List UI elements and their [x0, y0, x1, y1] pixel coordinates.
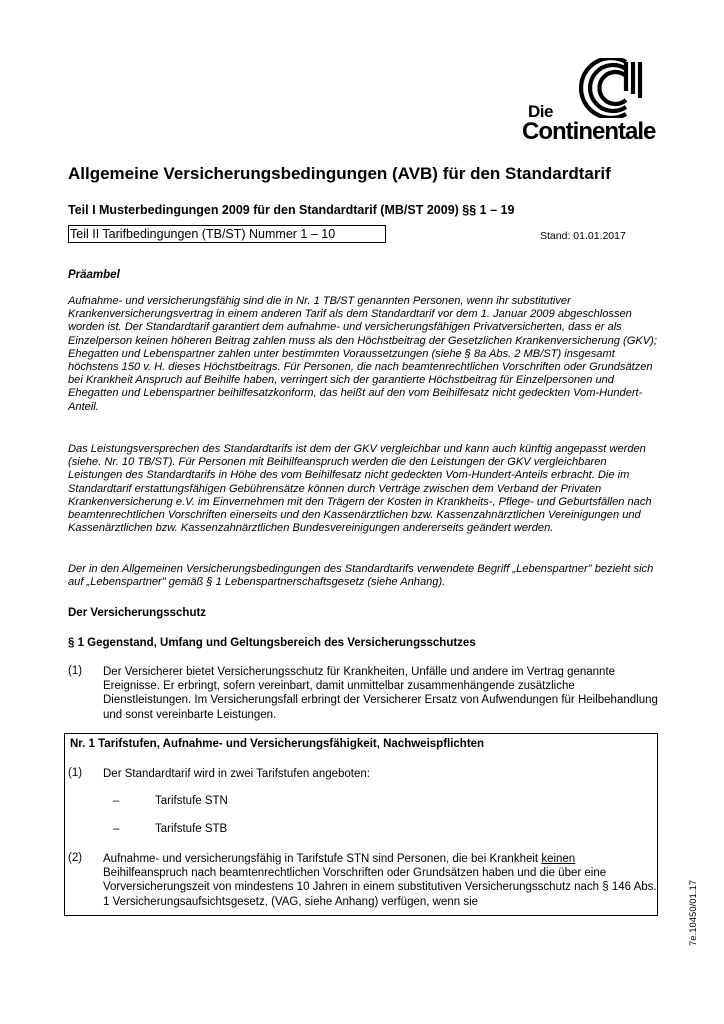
logo-name-text: Continentale: [522, 118, 656, 145]
nr1-heading: Nr. 1 Tarifstufen, Aufnahme- und Versicherungsfähigkeit, Nachweispflichten: [70, 738, 485, 750]
section-1-heading: § 1 Gegenstand, Umfang und Geltungsbereich des Versicherungsschutzes: [68, 637, 476, 649]
document-title: Allgemeine Versicherungsbedingungen (AVB) für den Standardtarif: [68, 164, 611, 183]
nr1-item-1-number: (1): [68, 767, 83, 779]
versicherungsschutz-heading: Der Versicherungsschutz: [68, 607, 207, 619]
dash-1: –: [113, 795, 120, 807]
continentale-logo-icon: [562, 58, 652, 118]
praeambel-paragraph-1: Aufnahme- und versicherungsfähig sind die in Nr. 1 TB/ST genannten Personen, wenn ihr substitutiver Krankenversicherungsvertrag in einem anderen Tarif als dem Standardtarif vor dem 1. Januar 2009 abgeschlossen worden ist. Der Standardtarif garantiert dem aufnahme- und versicherungsfähigen Privatversicherten, dass er als Einzelperson keinen höheren Beitrag zahlen muss als den Höchstbeitrag der Gesetzlichen Krankenversicherung (GKV); Ehegatten und Lebenspartner zahlen unter bestimmten Voraussetzungen (siehe § 8a Abs. 2 MB/ST) insgesamt höchstens 150 v. H. dieses Höchstbeitrags. Für Personen, die nach beamtenrechtlichen Vorschriften oder Grundsätzen bei Krankheit Anspruch auf Beihilfe haben, verringert sich der garantierte Höchstbeitrag für Einzelpersonen und Ehegatten und Lebenspartner beihilfesatzkonform, das heißt auf den vom Beihilfesatz nicht gedeckten Vom-Hundert-Anteil.: [68, 295, 657, 413]
praeambel-paragraph-3: Der in den Allgemeinen Versicherungsbedingungen des Standardtarifs verwendete Begriff „Lebenspartner" bezieht sich auf „Lebenspartner" gemäß § 1 Lebenspartnerschaftsgesetz (siehe Anhang).: [68, 563, 654, 589]
form-number: 7e.10450/01.17: [688, 879, 699, 946]
section-1-item-1-number: (1): [68, 665, 83, 677]
section-1-item-1-text: Der Versicherer bietet Versicherungsschutz für Krankheiten, Unfälle und andere im Vertrag genannte Ereignisse. Er erbringt, sofern vereinbart, damit unmittelbar zusammenhängende zusätzliche Dienstleistungen. Im Versicherungsfall erbringt der Versicherer Ersatz von Aufwendungen für Heilbehandlung und sonst vereinbarte Leistungen.: [103, 666, 658, 721]
praeambel-heading: Präambel: [68, 269, 120, 281]
stand-date: Stand: 01.01.2017: [540, 230, 626, 242]
nr1-item-2-number: (2): [68, 852, 83, 864]
underlined-keinen: keinen: [541, 853, 576, 865]
praeambel-paragraph-2: Das Leistungsversprechen des Standardtarifs ist dem der GKV vergleichbar und kann auch künftig angepasst werden (siehe. Nr. 10 TB/ST). Für Personen mit Beihilfeanspruch werden die den Leistungen der GKV vergleichbaren Leistungen des Standardtarifs in Höhe des vom Beihilfesatz nicht gedeckten Vom-Hundert-Anteils erbracht. Die im Standardtarif erstattungsfähigen Gebührensätze können durch Verträge zwischen dem Verband der Privaten Krankenversicherung e.V. im Einvernehmen mit den Trägern der Kosten in Krankheits-, Pflege- und Geburtsfällen nach beamtenrechtlichen Vorschriften einerseits und den Kassenärztlichen bzw. Kassenzahnärztlichen Vereinigungen und Kassenärztlichen bzw. Kassenzahnärztlichen Bundesvereinigungen andererseits geändert werden.: [68, 443, 652, 535]
subtitle-part1: Teil I Musterbedingungen 2009 für den Standardtarif (MB/ST 2009) §§ 1 – 19: [68, 203, 515, 217]
dash-2: –: [113, 823, 120, 835]
nr1-item-1-text: Der Standardtarif wird in zwei Tarifstufen angeboten:: [103, 768, 370, 780]
continentale-logo: [522, 58, 662, 148]
logo-die-text: Die: [528, 102, 553, 121]
subtitle-part2: Teil II Tarifbedingungen (TB/ST) Nummer 1 – 10: [70, 227, 336, 241]
nr1-item-2-text: Aufnahme- und versicherungsfähig in Tarifstufe STN sind Personen, die bei Krankheit keinen Beihilfeanspruch nach beamtenrechtlichen Vorschriften oder Grundsätzen haben und die über eine Vorversicherungszeit von mindestens 10 Jahren in einem substitutiven Versicherungsschutz nach § 146 Abs. 1 Versicherungsaufsichtsgesetz, (VAG, siehe Anhang) verfügen, wenn sie: [103, 853, 657, 908]
tarifstufe-stb: Tarifstufe STB: [155, 823, 228, 835]
tarifstufe-stn: Tarifstufe STN: [155, 795, 228, 807]
